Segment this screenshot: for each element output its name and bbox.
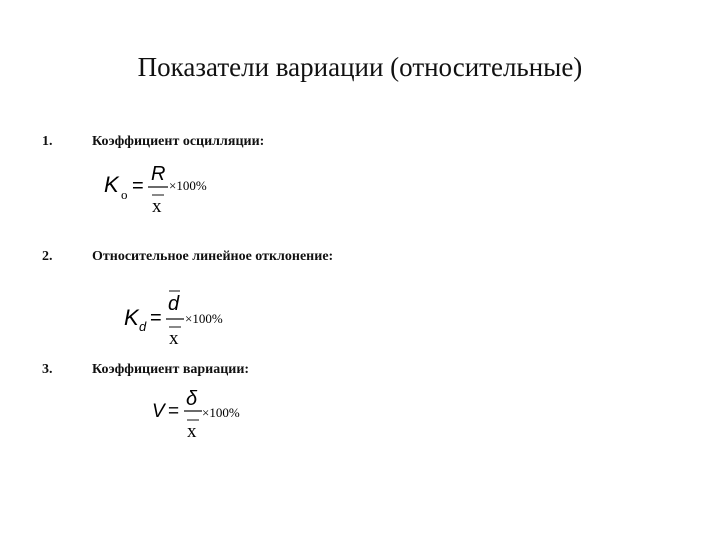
formula-subscript: o [121, 187, 128, 202]
formula-variation-coefficient [150, 386, 290, 446]
formula-equals: = [132, 175, 144, 197]
formula-symbol: V [152, 401, 165, 422]
formula-subscript: d [139, 319, 147, 334]
formula-multiplier: ×100% [185, 311, 223, 326]
formula-equals: = [168, 401, 180, 422]
formula-multiplier: ×100% [169, 178, 207, 193]
formula-numerator: d [168, 293, 180, 315]
formula-equals: = [150, 307, 162, 329]
formula-denominator: x [169, 328, 179, 349]
formula-linear-deviation-coefficient [122, 287, 262, 347]
item-number-2: 2. [42, 249, 53, 264]
item-label-linear-deviation: Относительное линейное отклонение: [92, 249, 334, 264]
item-number-1: 1. [42, 134, 53, 149]
item-label-variation: Коэффициент вариации: [92, 362, 250, 377]
formula-denominator: x [152, 196, 162, 217]
formula-oscillation-coefficient [102, 160, 242, 216]
formula-numerator: δ [186, 388, 198, 410]
item-label-oscillation: Коэффициент осцилляции: [92, 134, 265, 149]
formula-multiplier: ×100% [202, 405, 240, 420]
formula-symbol: K [104, 172, 119, 197]
item-number-3: 3. [42, 362, 53, 377]
formula-symbol: K [124, 305, 139, 330]
formula-denominator: x [187, 421, 197, 442]
formula-numerator: R [151, 163, 166, 185]
slide-title: Показатели вариации (относительные) [137, 52, 583, 82]
